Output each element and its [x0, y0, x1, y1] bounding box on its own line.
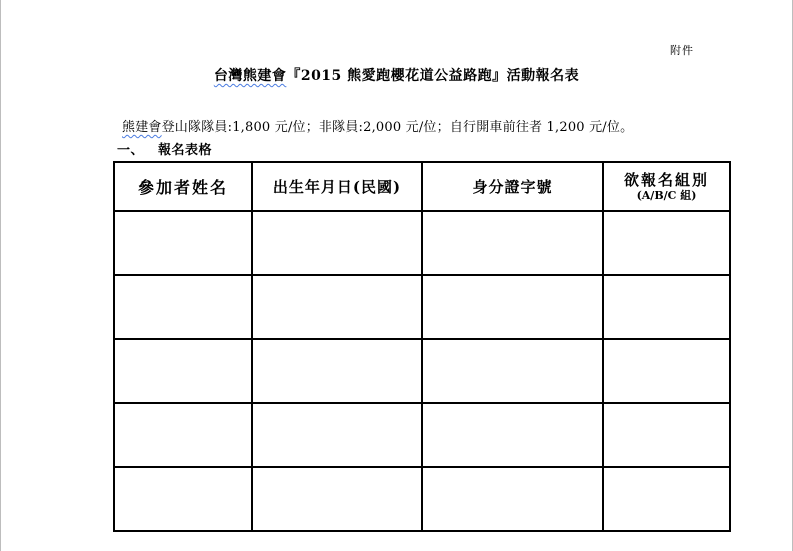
cell-participant-name[interactable]: [114, 467, 252, 531]
cell-group[interactable]: [603, 211, 730, 275]
header-birth-date: 出生年月日(民國): [252, 162, 422, 211]
cell-participant-name[interactable]: [114, 339, 252, 403]
section-title: 報名表格: [158, 143, 213, 158]
cell-group[interactable]: [603, 467, 730, 531]
cell-id-number[interactable]: [422, 403, 603, 467]
fee-org-name: 熊建會: [122, 120, 162, 135]
page-title: [0, 65, 793, 85]
cell-participant-name[interactable]: [114, 403, 252, 467]
fee-description: [122, 116, 633, 135]
cell-id-number[interactable]: [422, 211, 603, 275]
cell-birth-date[interactable]: [252, 339, 422, 403]
attachment-label: 附件: [670, 44, 694, 57]
section-heading: [117, 139, 212, 158]
title-event-name: 『2015 熊愛跑櫻花道公益路跑』活動報名表: [286, 68, 580, 84]
cell-id-number[interactable]: [422, 275, 603, 339]
header-group: 欲報名組別 (A/B/C 組): [603, 162, 730, 211]
cell-group[interactable]: [603, 275, 730, 339]
table-header-row: [114, 162, 730, 211]
cell-id-number[interactable]: [422, 339, 603, 403]
cell-birth-date[interactable]: [252, 275, 422, 339]
cell-birth-date[interactable]: [252, 211, 422, 275]
cell-birth-date[interactable]: [252, 403, 422, 467]
table-row: [114, 467, 730, 531]
cell-birth-date[interactable]: [252, 467, 422, 531]
section-number: 一、: [117, 143, 145, 158]
table-row: [114, 403, 730, 467]
table-row: [114, 275, 730, 339]
cell-participant-name[interactable]: [114, 211, 252, 275]
cell-participant-name[interactable]: [114, 275, 252, 339]
registration-table: [113, 161, 731, 532]
cell-group[interactable]: [603, 339, 730, 403]
title-org-name: 台灣熊建會: [213, 68, 287, 84]
table-row: [114, 211, 730, 275]
fee-details: 登山隊隊員:1,800 元/位；非隊員:2,000 元/位；自行開車前往者 1,200 元/位。: [161, 120, 634, 135]
cell-id-number[interactable]: [422, 467, 603, 531]
cell-group[interactable]: [603, 403, 730, 467]
header-participant-name: 參加者姓名: [114, 162, 252, 211]
table-row: [114, 339, 730, 403]
group-note: (A/B/C 組): [636, 188, 697, 202]
header-id-number: 身分證字號: [422, 162, 603, 211]
